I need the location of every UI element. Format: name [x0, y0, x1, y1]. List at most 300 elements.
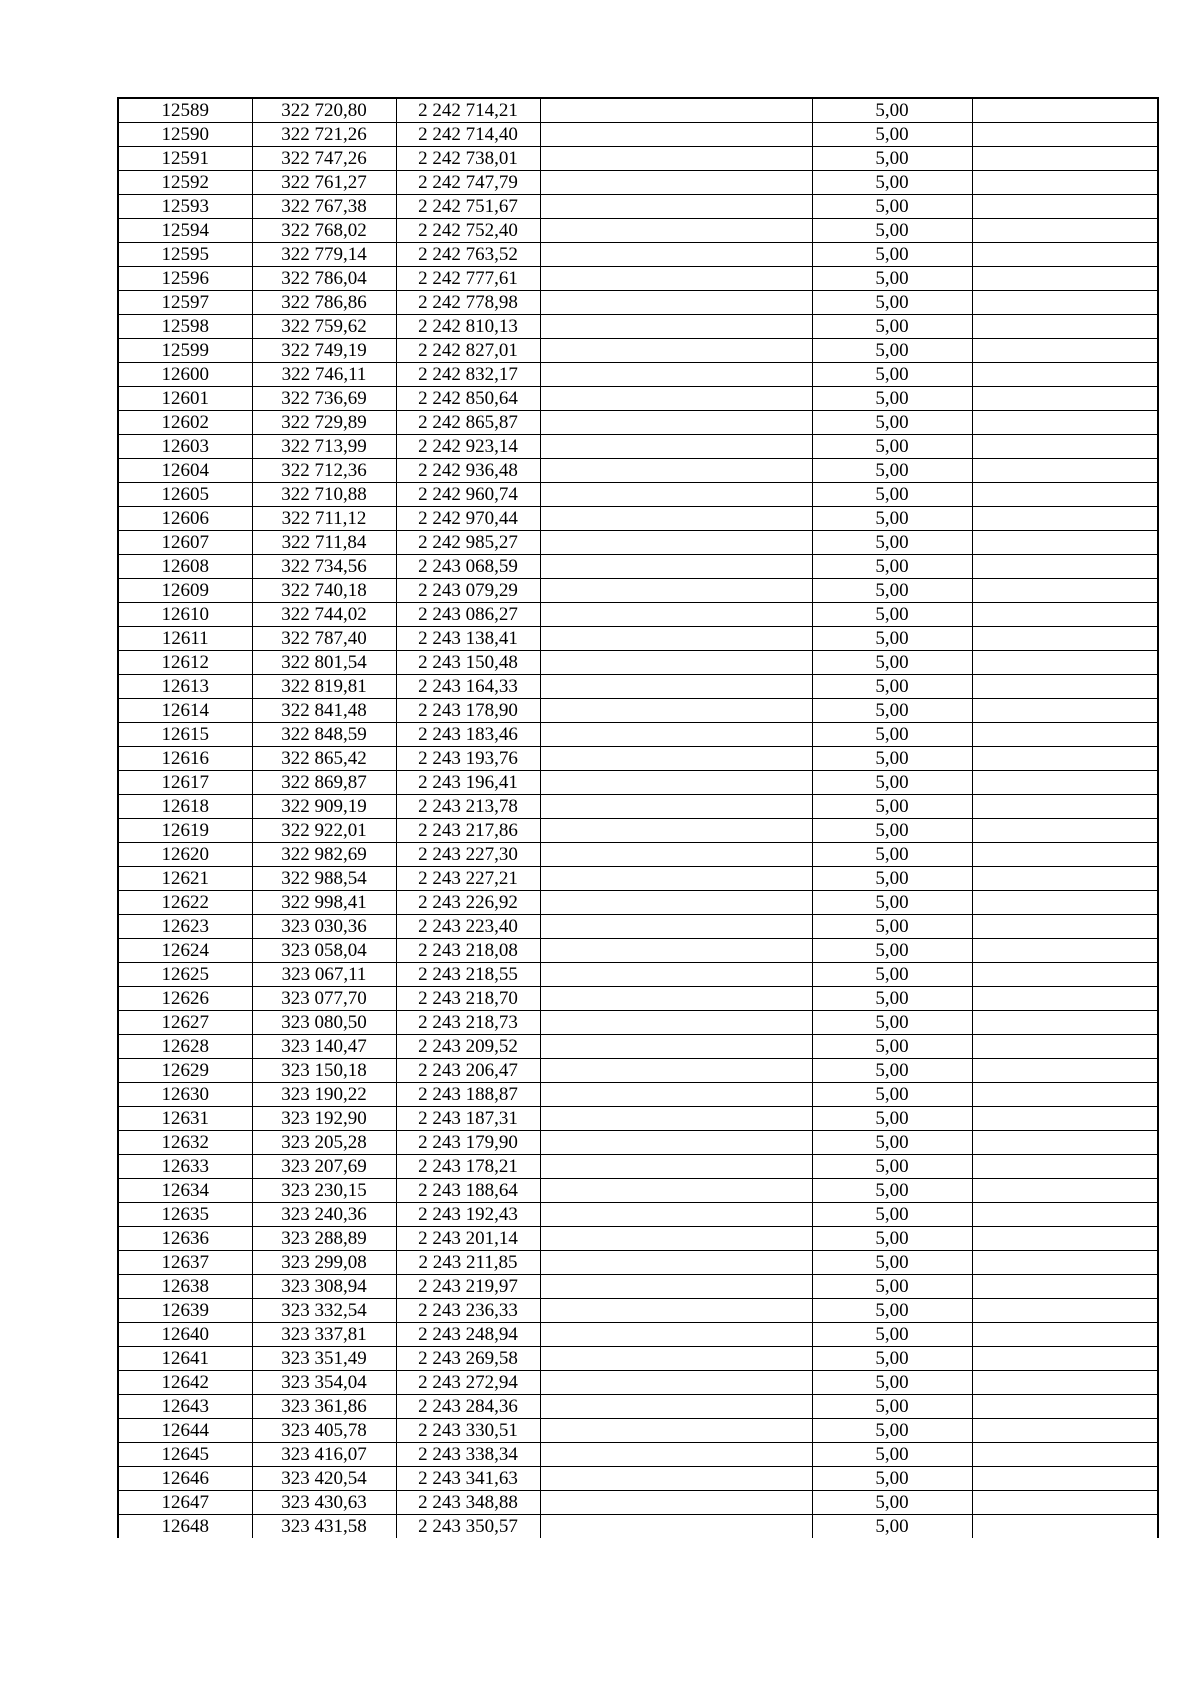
- table-row: [118, 1347, 1158, 1371]
- table-row: [118, 1059, 1158, 1083]
- x-coordinate-cell: 323 067,11: [252, 963, 396, 987]
- y-coordinate-cell: 2 243 218,73: [396, 1011, 540, 1035]
- x-coordinate-cell: 322 988,54: [252, 867, 396, 891]
- y-coordinate-cell: 2 243 341,63: [396, 1467, 540, 1491]
- blank-cell: [540, 843, 812, 867]
- blank-cell: [972, 531, 1158, 555]
- x-coordinate-cell: 322 779,14: [252, 243, 396, 267]
- value-cell: 5,00: [812, 963, 972, 987]
- value-cell: 5,00: [812, 1491, 972, 1515]
- point-number-cell: 12610: [118, 603, 252, 627]
- blank-cell: [972, 675, 1158, 699]
- table-row: [118, 867, 1158, 891]
- y-coordinate-cell: 2 243 206,47: [396, 1059, 540, 1083]
- blank-cell: [540, 1107, 812, 1131]
- blank-cell: [972, 1251, 1158, 1275]
- table-row: [118, 843, 1158, 867]
- point-number-cell: 12624: [118, 939, 252, 963]
- table-row: [118, 1371, 1158, 1395]
- value-cell: 5,00: [812, 1443, 972, 1467]
- y-coordinate-cell: 2 242 832,17: [396, 363, 540, 387]
- y-coordinate-cell: 2 243 211,85: [396, 1251, 540, 1275]
- value-cell: 5,00: [812, 1011, 972, 1035]
- blank-cell: [972, 171, 1158, 195]
- point-number-cell: 12599: [118, 339, 252, 363]
- blank-cell: [540, 147, 812, 171]
- point-number-cell: 12606: [118, 507, 252, 531]
- blank-cell: [972, 771, 1158, 795]
- blank-cell: [972, 843, 1158, 867]
- y-coordinate-cell: 2 242 763,52: [396, 243, 540, 267]
- x-coordinate-cell: 322 998,41: [252, 891, 396, 915]
- blank-cell: [540, 939, 812, 963]
- x-coordinate-cell: 322 720,80: [252, 98, 396, 123]
- point-number-cell: 12636: [118, 1227, 252, 1251]
- blank-cell: [540, 1227, 812, 1251]
- y-coordinate-cell: 2 242 936,48: [396, 459, 540, 483]
- table-row: [118, 1107, 1158, 1131]
- table-row: [118, 98, 1158, 123]
- table-row: [118, 1395, 1158, 1419]
- x-coordinate-cell: 323 080,50: [252, 1011, 396, 1035]
- x-coordinate-cell: 323 405,78: [252, 1419, 396, 1443]
- blank-cell: [972, 507, 1158, 531]
- value-cell: 5,00: [812, 387, 972, 411]
- table-row: [118, 1467, 1158, 1491]
- point-number-cell: 12623: [118, 915, 252, 939]
- point-number-cell: 12611: [118, 627, 252, 651]
- y-coordinate-cell: 2 243 219,97: [396, 1275, 540, 1299]
- y-coordinate-cell: 2 243 218,70: [396, 987, 540, 1011]
- y-coordinate-cell: 2 243 217,86: [396, 819, 540, 843]
- table-row: [118, 435, 1158, 459]
- value-cell: 5,00: [812, 1323, 972, 1347]
- blank-cell: [972, 1155, 1158, 1179]
- point-number-cell: 12616: [118, 747, 252, 771]
- y-coordinate-cell: 2 243 196,41: [396, 771, 540, 795]
- blank-cell: [972, 1515, 1158, 1539]
- blank-cell: [972, 1035, 1158, 1059]
- y-coordinate-cell: 2 243 192,43: [396, 1203, 540, 1227]
- blank-cell: [972, 98, 1158, 123]
- blank-cell: [972, 867, 1158, 891]
- blank-cell: [972, 123, 1158, 147]
- table-row: [118, 627, 1158, 651]
- point-number-cell: 12622: [118, 891, 252, 915]
- value-cell: 5,00: [812, 699, 972, 723]
- x-coordinate-cell: 323 077,70: [252, 987, 396, 1011]
- point-number-cell: 12621: [118, 867, 252, 891]
- table-row: [118, 819, 1158, 843]
- blank-cell: [540, 363, 812, 387]
- table-row: [118, 891, 1158, 915]
- y-coordinate-cell: 2 243 164,33: [396, 675, 540, 699]
- x-coordinate-cell: 322 767,38: [252, 195, 396, 219]
- y-coordinate-cell: 2 243 284,36: [396, 1395, 540, 1419]
- value-cell: 5,00: [812, 507, 972, 531]
- x-coordinate-cell: 322 721,26: [252, 123, 396, 147]
- x-coordinate-cell: 323 192,90: [252, 1107, 396, 1131]
- point-number-cell: 12589: [118, 98, 252, 123]
- y-coordinate-cell: 2 243 179,90: [396, 1131, 540, 1155]
- point-number-cell: 12646: [118, 1467, 252, 1491]
- table-row: [118, 1275, 1158, 1299]
- blank-cell: [540, 291, 812, 315]
- blank-cell: [540, 171, 812, 195]
- y-coordinate-cell: 2 243 138,41: [396, 627, 540, 651]
- point-number-cell: 12643: [118, 1395, 252, 1419]
- value-cell: 5,00: [812, 1227, 972, 1251]
- x-coordinate-cell: 323 207,69: [252, 1155, 396, 1179]
- point-number-cell: 12639: [118, 1299, 252, 1323]
- y-coordinate-cell: 2 243 188,87: [396, 1083, 540, 1107]
- y-coordinate-cell: 2 243 209,52: [396, 1035, 540, 1059]
- x-coordinate-cell: 323 205,28: [252, 1131, 396, 1155]
- y-coordinate-cell: 2 242 747,79: [396, 171, 540, 195]
- x-coordinate-cell: 322 744,02: [252, 603, 396, 627]
- y-coordinate-cell: 2 243 218,55: [396, 963, 540, 987]
- table-row: [118, 795, 1158, 819]
- y-coordinate-cell: 2 242 985,27: [396, 531, 540, 555]
- table-row: [118, 1155, 1158, 1179]
- blank-cell: [540, 267, 812, 291]
- blank-cell: [972, 483, 1158, 507]
- blank-cell: [540, 483, 812, 507]
- y-coordinate-cell: 2 243 350,57: [396, 1515, 540, 1539]
- value-cell: 5,00: [812, 819, 972, 843]
- table-row: [118, 987, 1158, 1011]
- point-number-cell: 12593: [118, 195, 252, 219]
- point-number-cell: 12618: [118, 795, 252, 819]
- table-row: [118, 1443, 1158, 1467]
- blank-cell: [972, 1395, 1158, 1419]
- x-coordinate-cell: 322 746,11: [252, 363, 396, 387]
- point-number-cell: 12596: [118, 267, 252, 291]
- value-cell: 5,00: [812, 1035, 972, 1059]
- y-coordinate-cell: 2 243 183,46: [396, 723, 540, 747]
- y-coordinate-cell: 2 243 178,21: [396, 1155, 540, 1179]
- value-cell: 5,00: [812, 411, 972, 435]
- table-row: [118, 747, 1158, 771]
- point-number-cell: 12615: [118, 723, 252, 747]
- y-coordinate-cell: 2 242 714,21: [396, 98, 540, 123]
- x-coordinate-cell: 322 768,02: [252, 219, 396, 243]
- y-coordinate-cell: 2 243 193,76: [396, 747, 540, 771]
- blank-cell: [972, 819, 1158, 843]
- point-number-cell: 12635: [118, 1203, 252, 1227]
- blank-cell: [540, 1491, 812, 1515]
- value-cell: 5,00: [812, 795, 972, 819]
- blank-cell: [540, 675, 812, 699]
- table-body: [118, 98, 1158, 1538]
- blank-cell: [972, 195, 1158, 219]
- x-coordinate-cell: 322 729,89: [252, 411, 396, 435]
- blank-cell: [540, 1275, 812, 1299]
- value-cell: 5,00: [812, 1467, 972, 1491]
- value-cell: 5,00: [812, 1395, 972, 1419]
- blank-cell: [972, 1179, 1158, 1203]
- table-row: [118, 1203, 1158, 1227]
- blank-cell: [540, 1443, 812, 1467]
- blank-cell: [540, 771, 812, 795]
- table-row: [118, 939, 1158, 963]
- y-coordinate-cell: 2 243 338,34: [396, 1443, 540, 1467]
- y-coordinate-cell: 2 243 213,78: [396, 795, 540, 819]
- blank-cell: [972, 1131, 1158, 1155]
- blank-cell: [972, 1371, 1158, 1395]
- value-cell: 5,00: [812, 939, 972, 963]
- blank-cell: [972, 939, 1158, 963]
- value-cell: 5,00: [812, 603, 972, 627]
- value-cell: 5,00: [812, 483, 972, 507]
- blank-cell: [540, 891, 812, 915]
- table-row: [118, 459, 1158, 483]
- blank-cell: [972, 1347, 1158, 1371]
- point-number-cell: 12626: [118, 987, 252, 1011]
- blank-cell: [540, 1515, 812, 1539]
- blank-cell: [540, 1251, 812, 1275]
- point-number-cell: 12645: [118, 1443, 252, 1467]
- y-coordinate-cell: 2 243 227,21: [396, 867, 540, 891]
- point-number-cell: 12629: [118, 1059, 252, 1083]
- blank-cell: [540, 1467, 812, 1491]
- x-coordinate-cell: 322 841,48: [252, 699, 396, 723]
- value-cell: 5,00: [812, 1515, 972, 1539]
- table-row: [118, 339, 1158, 363]
- table-row: [118, 195, 1158, 219]
- x-coordinate-cell: 322 759,62: [252, 315, 396, 339]
- table-row: [118, 411, 1158, 435]
- table-row: [118, 507, 1158, 531]
- value-cell: 5,00: [812, 147, 972, 171]
- x-coordinate-cell: 322 922,01: [252, 819, 396, 843]
- point-number-cell: 12630: [118, 1083, 252, 1107]
- blank-cell: [540, 1299, 812, 1323]
- table-row: [118, 267, 1158, 291]
- blank-cell: [540, 963, 812, 987]
- blank-cell: [972, 1203, 1158, 1227]
- blank-cell: [540, 1035, 812, 1059]
- value-cell: 5,00: [812, 1179, 972, 1203]
- blank-cell: [540, 819, 812, 843]
- value-cell: 5,00: [812, 579, 972, 603]
- blank-cell: [972, 1467, 1158, 1491]
- blank-cell: [540, 387, 812, 411]
- value-cell: 5,00: [812, 867, 972, 891]
- point-number-cell: 12640: [118, 1323, 252, 1347]
- value-cell: 5,00: [812, 1251, 972, 1275]
- blank-cell: [540, 315, 812, 339]
- value-cell: 5,00: [812, 459, 972, 483]
- blank-cell: [540, 1371, 812, 1395]
- x-coordinate-cell: 322 819,81: [252, 675, 396, 699]
- value-cell: 5,00: [812, 363, 972, 387]
- x-coordinate-cell: 322 747,26: [252, 147, 396, 171]
- blank-cell: [540, 1323, 812, 1347]
- point-number-cell: 12597: [118, 291, 252, 315]
- y-coordinate-cell: 2 243 330,51: [396, 1419, 540, 1443]
- blank-cell: [972, 363, 1158, 387]
- blank-cell: [540, 339, 812, 363]
- point-number-cell: 12608: [118, 555, 252, 579]
- x-coordinate-cell: 322 736,69: [252, 387, 396, 411]
- blank-cell: [972, 219, 1158, 243]
- y-coordinate-cell: 2 243 236,33: [396, 1299, 540, 1323]
- x-coordinate-cell: 323 288,89: [252, 1227, 396, 1251]
- table-row: [118, 291, 1158, 315]
- point-number-cell: 12598: [118, 315, 252, 339]
- x-coordinate-cell: 322 786,86: [252, 291, 396, 315]
- blank-cell: [972, 987, 1158, 1011]
- table-row: [118, 243, 1158, 267]
- blank-cell: [540, 1419, 812, 1443]
- point-number-cell: 12617: [118, 771, 252, 795]
- value-cell: 5,00: [812, 651, 972, 675]
- blank-cell: [972, 747, 1158, 771]
- table-row: [118, 1011, 1158, 1035]
- point-number-cell: 12632: [118, 1131, 252, 1155]
- value-cell: 5,00: [812, 1299, 972, 1323]
- blank-cell: [972, 459, 1158, 483]
- x-coordinate-cell: 322 865,42: [252, 747, 396, 771]
- table-row: [118, 1227, 1158, 1251]
- point-number-cell: 12600: [118, 363, 252, 387]
- blank-cell: [972, 963, 1158, 987]
- x-coordinate-cell: 322 909,19: [252, 795, 396, 819]
- value-cell: 5,00: [812, 1083, 972, 1107]
- y-coordinate-cell: 2 242 970,44: [396, 507, 540, 531]
- value-cell: 5,00: [812, 1275, 972, 1299]
- table-row: [118, 555, 1158, 579]
- y-coordinate-cell: 2 242 752,40: [396, 219, 540, 243]
- blank-cell: [540, 723, 812, 747]
- table-row: [118, 1299, 1158, 1323]
- point-number-cell: 12619: [118, 819, 252, 843]
- blank-cell: [540, 243, 812, 267]
- blank-cell: [540, 1347, 812, 1371]
- blank-cell: [972, 435, 1158, 459]
- x-coordinate-cell: 322 801,54: [252, 651, 396, 675]
- blank-cell: [972, 603, 1158, 627]
- blank-cell: [972, 291, 1158, 315]
- y-coordinate-cell: 2 243 248,94: [396, 1323, 540, 1347]
- blank-cell: [972, 387, 1158, 411]
- blank-cell: [972, 723, 1158, 747]
- blank-cell: [540, 195, 812, 219]
- y-coordinate-cell: 2 243 079,29: [396, 579, 540, 603]
- y-coordinate-cell: 2 243 150,48: [396, 651, 540, 675]
- blank-cell: [540, 1083, 812, 1107]
- blank-cell: [972, 1107, 1158, 1131]
- value-cell: 5,00: [812, 771, 972, 795]
- blank-cell: [540, 579, 812, 603]
- y-coordinate-cell: 2 242 923,14: [396, 435, 540, 459]
- blank-cell: [540, 915, 812, 939]
- blank-cell: [540, 555, 812, 579]
- y-coordinate-cell: 2 243 218,08: [396, 939, 540, 963]
- blank-cell: [540, 603, 812, 627]
- x-coordinate-cell: 323 361,86: [252, 1395, 396, 1419]
- value-cell: 5,00: [812, 315, 972, 339]
- point-number-cell: 12625: [118, 963, 252, 987]
- x-coordinate-cell: 323 351,49: [252, 1347, 396, 1371]
- blank-cell: [540, 1059, 812, 1083]
- coordinates-table: [117, 97, 1159, 1538]
- value-cell: 5,00: [812, 219, 972, 243]
- x-coordinate-cell: 322 711,84: [252, 531, 396, 555]
- table-row: [118, 1515, 1158, 1539]
- x-coordinate-cell: 323 230,15: [252, 1179, 396, 1203]
- point-number-cell: 12590: [118, 123, 252, 147]
- y-coordinate-cell: 2 243 068,59: [396, 555, 540, 579]
- y-coordinate-cell: 2 243 348,88: [396, 1491, 540, 1515]
- value-cell: 5,00: [812, 531, 972, 555]
- blank-cell: [972, 555, 1158, 579]
- x-coordinate-cell: 323 240,36: [252, 1203, 396, 1227]
- x-coordinate-cell: 323 308,94: [252, 1275, 396, 1299]
- value-cell: 5,00: [812, 435, 972, 459]
- x-coordinate-cell: 323 354,04: [252, 1371, 396, 1395]
- x-coordinate-cell: 323 332,54: [252, 1299, 396, 1323]
- blank-cell: [972, 1083, 1158, 1107]
- point-number-cell: 12591: [118, 147, 252, 171]
- x-coordinate-cell: 323 030,36: [252, 915, 396, 939]
- x-coordinate-cell: 322 787,40: [252, 627, 396, 651]
- value-cell: 5,00: [812, 291, 972, 315]
- blank-cell: [972, 1227, 1158, 1251]
- value-cell: 5,00: [812, 171, 972, 195]
- value-cell: 5,00: [812, 195, 972, 219]
- blank-cell: [972, 1419, 1158, 1443]
- point-number-cell: 12637: [118, 1251, 252, 1275]
- table-row: [118, 651, 1158, 675]
- blank-cell: [540, 1395, 812, 1419]
- table-row: [118, 483, 1158, 507]
- value-cell: 5,00: [812, 339, 972, 363]
- point-number-cell: 12634: [118, 1179, 252, 1203]
- table-row: [118, 1083, 1158, 1107]
- table-row: [118, 1251, 1158, 1275]
- point-number-cell: 12602: [118, 411, 252, 435]
- x-coordinate-cell: 323 431,58: [252, 1515, 396, 1539]
- point-number-cell: 12604: [118, 459, 252, 483]
- point-number-cell: 12644: [118, 1419, 252, 1443]
- blank-cell: [972, 627, 1158, 651]
- y-coordinate-cell: 2 243 178,90: [396, 699, 540, 723]
- x-coordinate-cell: 323 416,07: [252, 1443, 396, 1467]
- blank-cell: [540, 219, 812, 243]
- x-coordinate-cell: 323 058,04: [252, 939, 396, 963]
- value-cell: 5,00: [812, 891, 972, 915]
- blank-cell: [540, 747, 812, 771]
- value-cell: 5,00: [812, 1107, 972, 1131]
- blank-cell: [972, 579, 1158, 603]
- x-coordinate-cell: 322 710,88: [252, 483, 396, 507]
- blank-cell: [540, 795, 812, 819]
- blank-cell: [540, 867, 812, 891]
- point-number-cell: 12620: [118, 843, 252, 867]
- blank-cell: [540, 1179, 812, 1203]
- blank-cell: [972, 1059, 1158, 1083]
- blank-cell: [972, 243, 1158, 267]
- blank-cell: [540, 1203, 812, 1227]
- point-number-cell: 12609: [118, 579, 252, 603]
- table-row: [118, 363, 1158, 387]
- table-row: [118, 579, 1158, 603]
- y-coordinate-cell: 2 243 223,40: [396, 915, 540, 939]
- x-coordinate-cell: 322 869,87: [252, 771, 396, 795]
- table-row: [118, 723, 1158, 747]
